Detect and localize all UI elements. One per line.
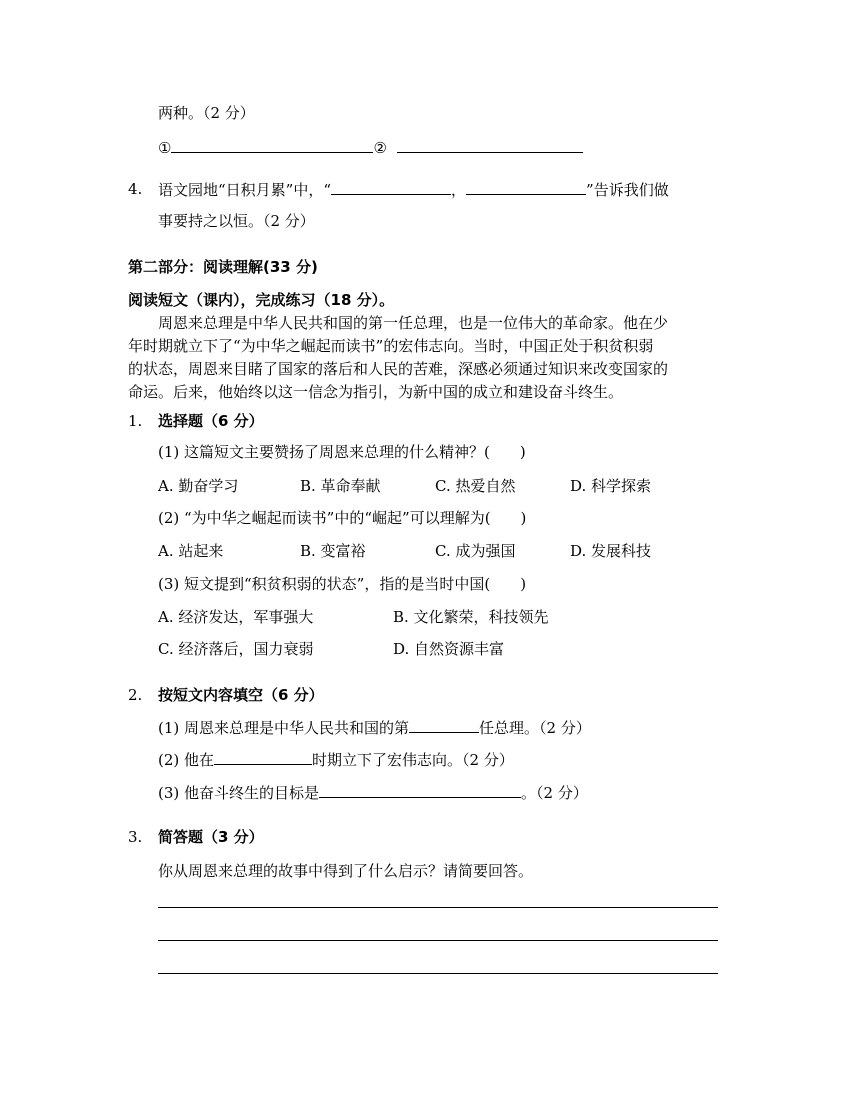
passage-line-4: 命运。后来，他始终以这一信念为指引，为新中国的成立和建设奋斗终生。 [128,383,624,401]
q2-title: 按短文内容填空（6 分） [158,686,324,704]
q1-sub3-option-d[interactable]: D. 自然资源丰富 [393,640,505,658]
q2-item2-before: (2) 他在 [158,751,215,769]
q2-item3-after: 。（2 分） [521,784,588,802]
q3-answer-row [158,136,583,159]
q2-item2-blank[interactable] [214,748,312,765]
reading-subheading: 阅读短文（课内），完成练习（18 分）。 [128,291,395,309]
q2-item1-before: (1) 周恩来总理是中华人民共和国的第 [158,719,410,737]
passage-line-1: 周恩来总理是中华人民共和国的第一任总理，也是一位伟大的革命家。他在少 [158,314,669,332]
passage-line-2: 年时期就立下了“为中华之崛起而读书”的宏伟志向。当时，中国正处于积贫积弱 [128,337,654,355]
q1-sub3-option-b[interactable]: B. 文化繁荣，科技领先 [393,608,549,626]
q2-item1-blank[interactable] [409,716,479,733]
q3-number: 3. [128,828,143,846]
q1-sub2-option-c[interactable]: C. 成为强国 [435,542,516,560]
q1-sub3-stem: (3) 短文提到“积贫积弱的状态”，指的是当时中国( ) [158,575,527,593]
part2-heading: 第二部分：阅读理解(33 分) [128,258,318,276]
q1-sub2-option-a[interactable]: A. 站起来 [158,542,224,560]
q1-sub2-stem: (2) “为中华之崛起而读书”中的“崛起”可以理解为( ) [158,509,527,527]
answer-line-2[interactable] [158,940,718,941]
answer-line-1[interactable] [158,907,718,908]
q2-item-1 [158,716,591,739]
q3-prompt: 你从周恩来总理的故事中得到了什么启示？请简要回答。 [158,862,534,880]
q1-sub2-option-b[interactable]: B. 变富裕 [300,542,366,560]
q2-item2-after: 时期立下了宏伟志向。（2 分） [312,751,514,769]
q1-sub1-option-c[interactable]: C. 热爱自然 [435,477,516,495]
q1-sub3-option-c[interactable]: C. 经济落后，国力衰弱 [158,640,314,658]
q1-sub1-option-a[interactable]: A. 勤奋学习 [158,477,239,495]
q4-blank-1[interactable] [331,178,451,195]
q4-text-before: 语文园地“日积月累”中，“ [158,181,332,199]
q1-sub3-option-a[interactable]: A. 经济发达，军事强大 [158,608,314,626]
q2-item3-before: (3) 他奋斗终生的目标是 [158,784,320,802]
q2-number: 2. [128,686,143,704]
q1-sub1-stem: (1) 这篇短文主要赞扬了周恩来总理的什么精神？( ) [158,443,526,461]
q4-number: 4. [128,180,143,198]
q3-tail-text: 两种。（2 分） [158,104,255,122]
q4-blank-2[interactable] [466,178,586,195]
q3-blank-2[interactable] [397,136,583,153]
passage-line-3: 的状态，周恩来目睹了国家的落后和人民的苦难，深感必须通过知识来改变国家的 [128,360,669,378]
q1-title: 选择题（6 分） [158,412,264,430]
q1-number: 1. [128,412,143,430]
q1-sub1-option-b[interactable]: B. 革命奉献 [300,477,381,495]
q1-sub2-option-d[interactable]: D. 发展科技 [570,542,652,560]
q4-line-2: 事要持之以恒。（2 分） [158,212,315,230]
q3-title: 简答题（3 分） [158,828,264,846]
answer-line-3[interactable] [158,973,718,974]
q2-item-3 [158,781,588,804]
q2-item3-blank[interactable] [319,781,521,798]
q3-mark-2: ② [373,139,387,157]
q4-comma: ， [451,181,467,199]
q2-item-2 [158,748,514,771]
q4-text-after: ”告诉我们做 [586,181,669,199]
q3-blank-1[interactable] [171,136,373,153]
q4-line-1 [158,178,669,201]
q3-mark-1: ① [158,139,172,157]
q1-sub1-option-d[interactable]: D. 科学探索 [570,477,652,495]
q2-item1-after: 任总理。（2 分） [479,719,591,737]
